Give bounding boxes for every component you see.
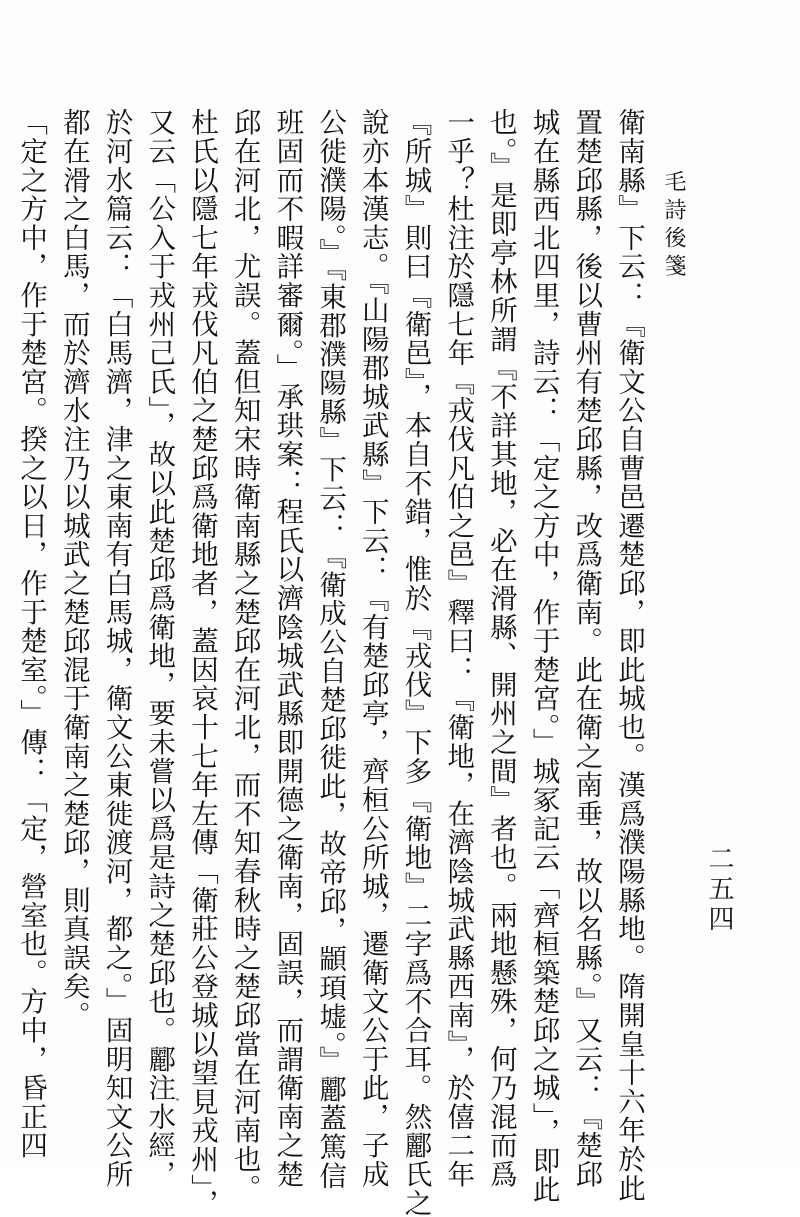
vertical-text-block <box>15 108 650 1217</box>
text-column: 也。』是即亭林所謂『不詳其地，必在滑縣、開州之間』者也。兩地懸殊，何乃混而爲 <box>484 108 517 1189</box>
text-column: 『所城』則曰『衛邑』，本自不錯，惟於『戎伐』下多『衛地』二字爲不合耳。然酈氏之 <box>399 108 432 1217</box>
text-column: 置楚邱縣，後以曹州有楚邱縣，改爲衛南。此在衛之南垂，故以名縣。』又云：『楚邱 <box>570 108 603 1189</box>
page-number: 二五四 <box>704 845 734 935</box>
print-speck <box>176 1098 179 1101</box>
text-column: 城在縣西北四里，詩云：「定之方中，作于楚宮。」城冢記云「齊桓築楚邱之城」，即此 <box>527 108 560 1204</box>
text-column: 班固而不暇詳審爾。」承珙案：程氏以濟陰城武縣即開德之衛南，固誤，而謂衛南之楚 <box>271 108 304 1189</box>
text-column: 公徙濮陽。』『東郡濮陽縣』下云：『衛成公自楚邱徙此，故帝邱，顓頊墟。』酈蓋篤信 <box>314 108 347 1190</box>
text-column: 都在滑之白馬，而於濟水注乃以城武之楚邱混于衛南之楚邱，則真誤矣。 <box>57 108 90 1030</box>
text-column: 又云「公入于戎州己氏」，故以此楚邱爲衛地，要未嘗以爲是詩之楚邱也。酈注水經， <box>143 108 176 1189</box>
text-column: 「定之方中，作于楚宮。揆之以日，作于楚室。」傳：「定，營室也。方中，昏正四 <box>15 108 48 1160</box>
text-column: 於河水篇云：「白馬濟，津之東南有白馬城，衛文公東徙渡河，都之。」固明知文公所 <box>100 108 133 1189</box>
text-column: 杜氏以隱七年戎伐凡伯之楚邱爲衛地者，蓋因哀十七年左傳「衛莊公登城以望見戎州」， <box>185 108 218 1217</box>
running-title: 毛詩後箋 <box>661 170 686 282</box>
text-column: 說亦本漢志。『山陽郡城武縣』下云：『有楚邱亭，齊桓公所城，遷衛文公于此，子成 <box>356 108 389 1189</box>
text-column: 一乎？杜注於隱七年『戎伐凡伯之邑』釋曰：『衛地，在濟陰城武縣西南』，於僖二年 <box>442 108 475 1189</box>
text-column: 衛南縣』下云：『衛文公自曹邑遷楚邱，即此城也。漢爲濮陽縣地。隋開皇十六年於此 <box>613 108 645 1203</box>
text-column: 邱在河北，尤誤。蓋但知宋時衛南縣之楚邱在河北，而不知春秋時之楚邱當在河南也。 <box>228 108 261 1203</box>
